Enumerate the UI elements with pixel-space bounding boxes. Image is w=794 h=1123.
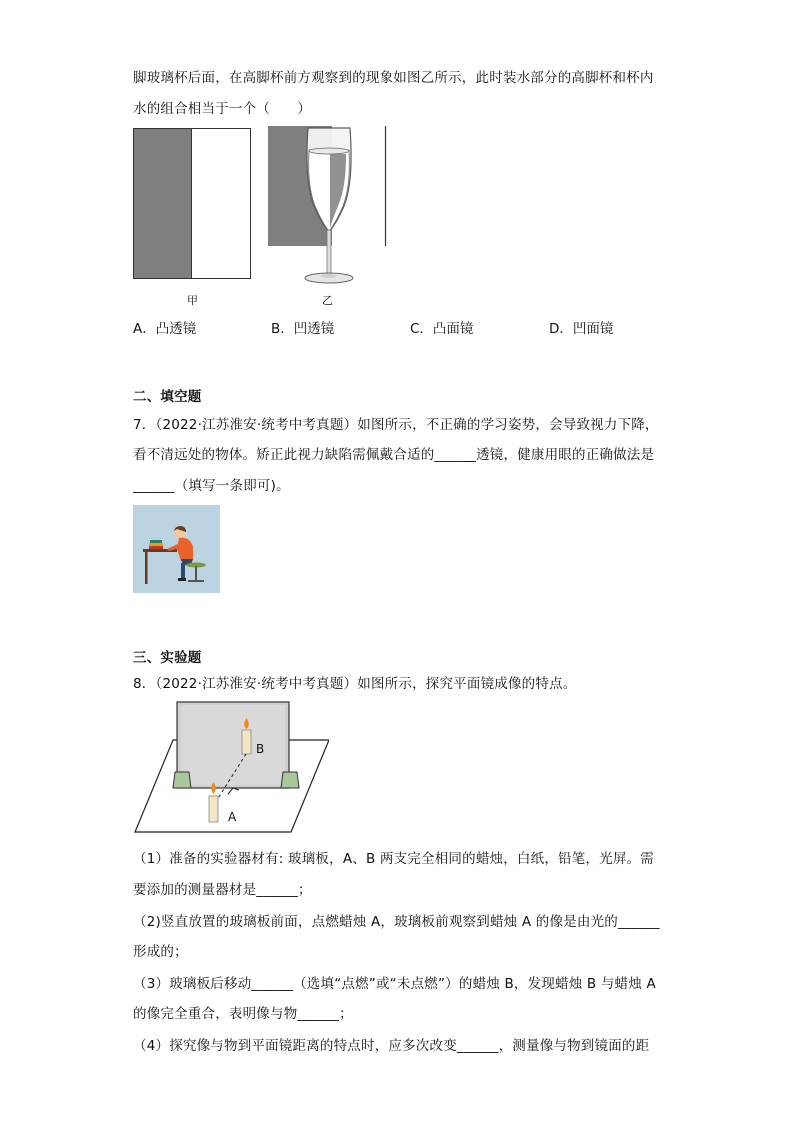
option-b[interactable]: B．凹透镜 bbox=[271, 321, 335, 337]
figure-yi-label: 乙 bbox=[322, 294, 333, 307]
q7-text-line-1: 7．（2022·江苏淮安·统考中考真题）如图所示，不正确的学习姿势，会导致视力下降， bbox=[133, 417, 659, 433]
candle-a-label: A bbox=[228, 810, 237, 824]
option-c[interactable]: C．凸面镜 bbox=[410, 321, 474, 337]
q7-text-line-2: 看不清远处的物体。矫正此视力缺陷需佩戴合适的______透镜，健康用眼的正确做法是 bbox=[133, 447, 655, 463]
figure-jia bbox=[133, 128, 251, 279]
figure-jia-label: 甲 bbox=[187, 294, 198, 307]
candle-b-label: B bbox=[256, 742, 265, 756]
section-3-heading: 三、实验题 bbox=[133, 650, 202, 666]
q8-part3-line-2: 的像完全重合，表明像与物______； bbox=[133, 1006, 353, 1022]
q8-part1-line-2: 要添加的测量器材是______； bbox=[133, 882, 312, 898]
q8-part3-line-1: （3）玻璃板后移动______（选填“点燃”或“未点燃”）的蜡烛 B，发现蜡烛 B 与蜡烛 A bbox=[133, 976, 656, 992]
q6-text-line-1: 脚玻璃杯后面，在高脚杯前方观察到的现象如图乙所示，此时装水部分的高脚杯和杯内 bbox=[133, 70, 654, 86]
section-2-heading: 二、填空题 bbox=[133, 389, 202, 405]
q7-text-line-3: ______（填写一条即可)。 bbox=[133, 478, 290, 494]
q8-part2-line-1: （2)竖直放置的玻璃板前面，点燃蜡烛 A，玻璃板前观察到蜡烛 A 的像是由光的______ bbox=[133, 914, 660, 930]
q8-intro: 8．（2022·江苏淮安·统考中考真题）如图所示，探究平面镜成像的特点。 bbox=[133, 676, 577, 692]
option-d[interactable]: D．凹面镜 bbox=[549, 321, 614, 337]
q8-part4-line-1: （4）探究像与物到平面镜距离的特点时，应多次改变______，测量像与物到镜面的距 bbox=[133, 1038, 650, 1054]
figure-study-posture bbox=[133, 505, 220, 593]
option-a[interactable]: A．凸透镜 bbox=[133, 321, 197, 337]
q6-text-line-2: 水的组合相当于一个（ ） bbox=[133, 101, 312, 117]
q8-part2-line-2: 形成的； bbox=[133, 944, 188, 960]
figure-yi bbox=[268, 126, 388, 288]
q8-part1-line-1: （1）准备的实验器材有: 玻璃板，A、B 两支完全相同的蜡烛，白纸，铅笔，光屏。需 bbox=[133, 851, 654, 867]
